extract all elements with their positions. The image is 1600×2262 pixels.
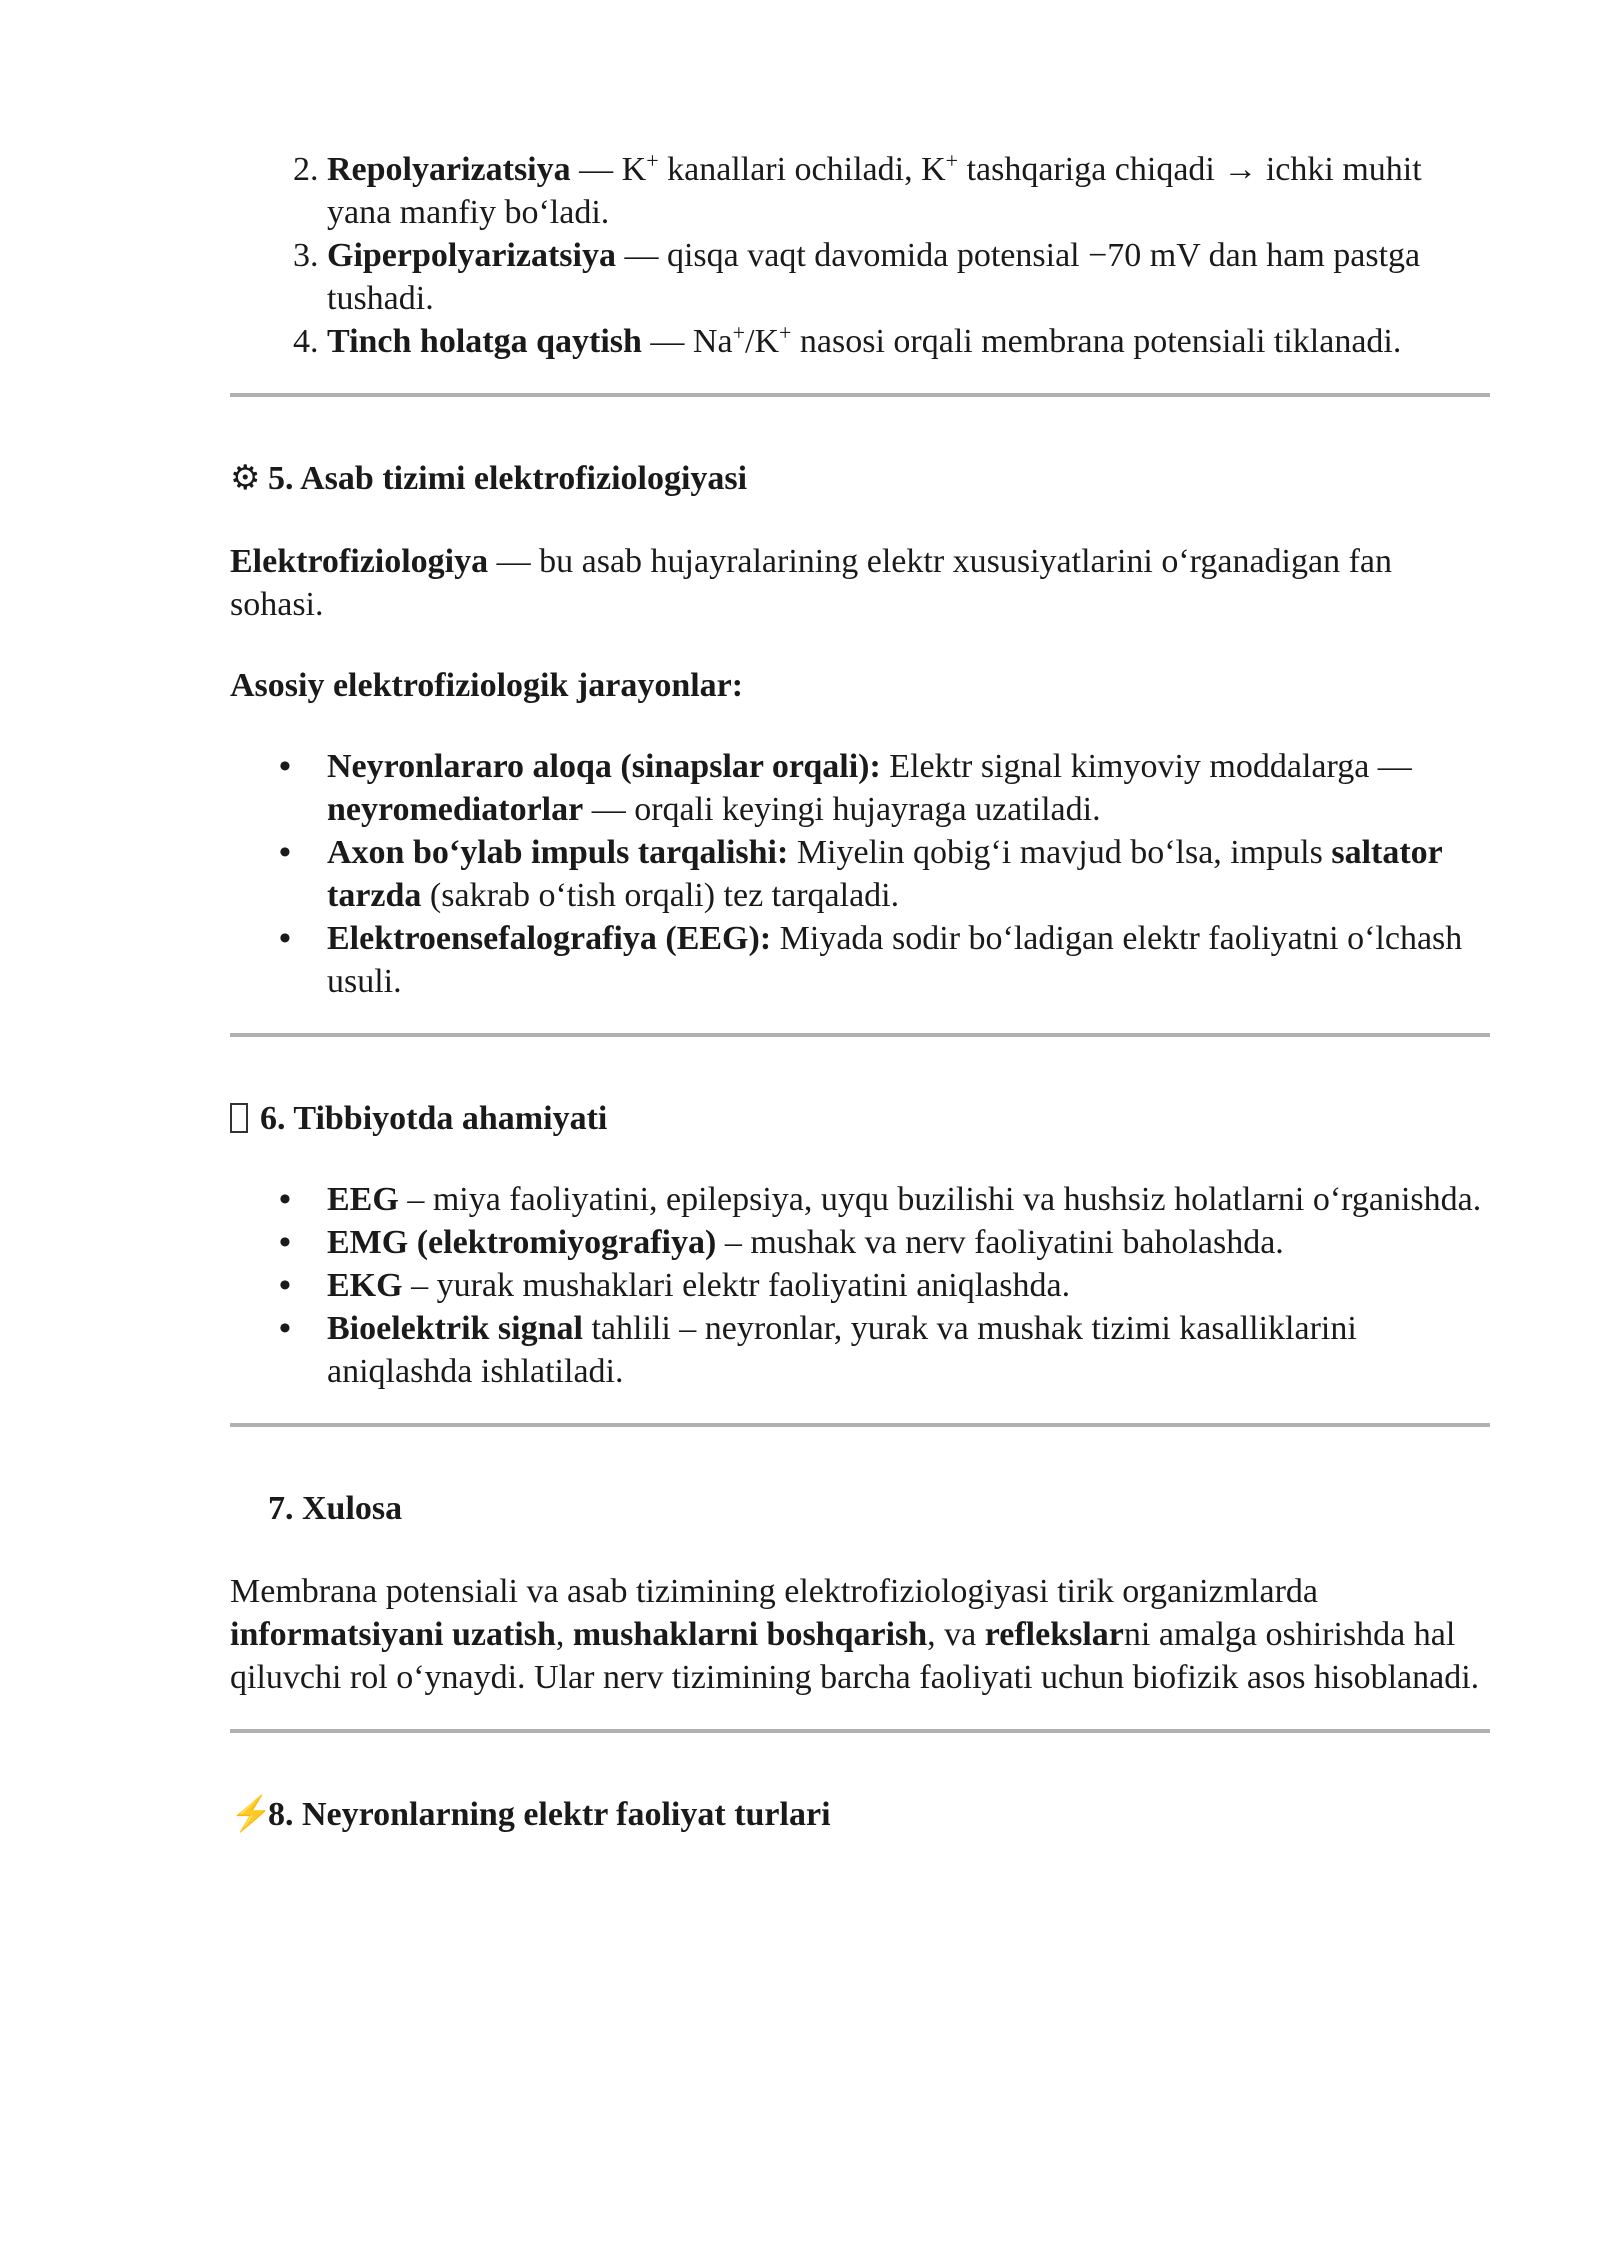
paragraph-term: reflekslar xyxy=(984,1616,1124,1653)
step-text: — Na xyxy=(641,323,733,360)
steps-list xyxy=(230,148,1490,363)
step-text: kanallari ochiladi, K xyxy=(658,151,946,188)
section-title: 6. Tibbiyotda ahamiyati xyxy=(260,1100,608,1137)
list-item xyxy=(327,917,1490,1003)
paragraph-text: ni amalga oshirishda hal qiluvchi rol o‘ynaydi. Ular nerv tizimining barcha faoliyati uchun biofizik asos hisoblanadi. xyxy=(230,1616,1480,1696)
paragraph-text: , xyxy=(555,1616,573,1653)
section-heading xyxy=(230,1487,1490,1530)
step-term: Repolyarizatsiya xyxy=(327,151,571,188)
step-text: nasosi orqali membrana potensiali tiklanadi. xyxy=(791,323,1402,360)
step-term: Tinch holatga qaytish xyxy=(327,323,642,360)
medicine-list xyxy=(230,1178,1490,1393)
step-text: /K xyxy=(745,323,779,360)
definition-term: Elektrofiziologiya xyxy=(230,543,489,580)
item-text: – miya faoliyatini, epilepsiya, uyqu buzilishi va hushsiz holatlarni o‘rganishda. xyxy=(398,1181,1482,1218)
step-text: — qisqa vaqt davomida potensial −70 mV dan ham pastga tushadi. xyxy=(327,237,1421,317)
section-heading xyxy=(230,1793,1490,1836)
definition-paragraph xyxy=(230,540,1490,626)
item-text: – yurak mushaklari elektr faoliyatini aniqlashda. xyxy=(402,1267,1071,1304)
item-term: EMG (elektromiyografiya) xyxy=(327,1224,717,1261)
item-text: – mushak va nerv faoliyatini baholashda. xyxy=(716,1224,1284,1261)
section-heading xyxy=(230,1097,1490,1140)
list-item xyxy=(327,1221,1490,1264)
missing-glyph-icon xyxy=(230,1103,248,1133)
list-item xyxy=(327,745,1490,831)
item-term: Axon bo‘ylab impuls tarqalishi: xyxy=(327,834,789,871)
item-text: — orqali keyingi hujayraga uzatiladi. xyxy=(583,791,1101,828)
superscript: + xyxy=(779,320,792,345)
item-term: Neyronlararo aloqa (sinapslar orqali): xyxy=(327,748,881,785)
superscript: + xyxy=(646,148,659,173)
item-text: tahlili – neyronlar, yurak va mushak tizimi kasalliklarini aniqlashda ishlatiladi. xyxy=(327,1310,1357,1390)
subheading xyxy=(230,664,1490,707)
section-title: 5. Asab tizimi elektrofiziologiyasi xyxy=(268,460,748,497)
list-item xyxy=(327,1264,1490,1307)
section-heading xyxy=(230,457,1490,500)
section-title: 8. Neyronlarning elektr faoliyat turlari xyxy=(268,1796,831,1833)
item-term: neyromediatorlar xyxy=(327,791,584,828)
item-term: EEG xyxy=(327,1181,399,1218)
item-term: saltator tarzda xyxy=(327,834,1443,914)
item-text: Miyada sodir bo‘ladigan elektr faoliyatni o‘lchash usuli. xyxy=(327,920,1463,1000)
lightning-icon: ⚡ xyxy=(230,1796,273,1833)
item-term: EKG xyxy=(327,1267,403,1304)
step-text: — K xyxy=(570,151,647,188)
section-title: 7. Xulosa xyxy=(268,1490,403,1527)
paragraph-term: mushaklarni boshqarish xyxy=(572,1616,928,1653)
step-term: Giperpolyarizatsiya xyxy=(327,237,616,274)
paragraph-text: , va xyxy=(927,1616,985,1653)
conclusion-paragraph xyxy=(230,1570,1490,1699)
gear-icon: ⚙ xyxy=(230,460,261,497)
list-item xyxy=(327,234,1490,320)
subheading-text: Asosiy elektrofiziologik jarayonlar: xyxy=(230,667,744,704)
superscript: + xyxy=(732,320,745,345)
list-item xyxy=(327,1307,1490,1393)
document-content xyxy=(230,148,1490,1836)
item-term: Elektroensefalografiya (EEG): xyxy=(327,920,772,957)
superscript: + xyxy=(945,148,959,173)
item-text: Elektr signal kimyoviy moddalarga — xyxy=(880,748,1412,785)
item-text: (sakrab o‘tish orqali) tez tarqaladi. xyxy=(421,877,900,914)
paragraph-term: informatsiyani uzatish xyxy=(230,1616,556,1653)
paragraph-text: Membrana potensiali va asab tizimining elektrofiziologiyasi tirik organizmlarda xyxy=(230,1573,1318,1610)
item-term: Bioelektrik signal xyxy=(327,1310,583,1347)
list-item xyxy=(327,148,1490,234)
list-item xyxy=(327,831,1490,917)
definition-text: — bu asab hujayralarining elektr xususiyatlarini o‘rganadigan fan sohasi. xyxy=(230,543,1392,623)
list-item xyxy=(327,1178,1490,1221)
list-item xyxy=(327,320,1490,363)
process-list xyxy=(230,745,1490,1003)
step-text: tashqariga chiqadi → ichki muhit yana manfiy bo‘ladi. xyxy=(327,151,1422,231)
item-text: Miyelin qobig‘i mavjud bo‘lsa, impuls xyxy=(788,834,1332,871)
